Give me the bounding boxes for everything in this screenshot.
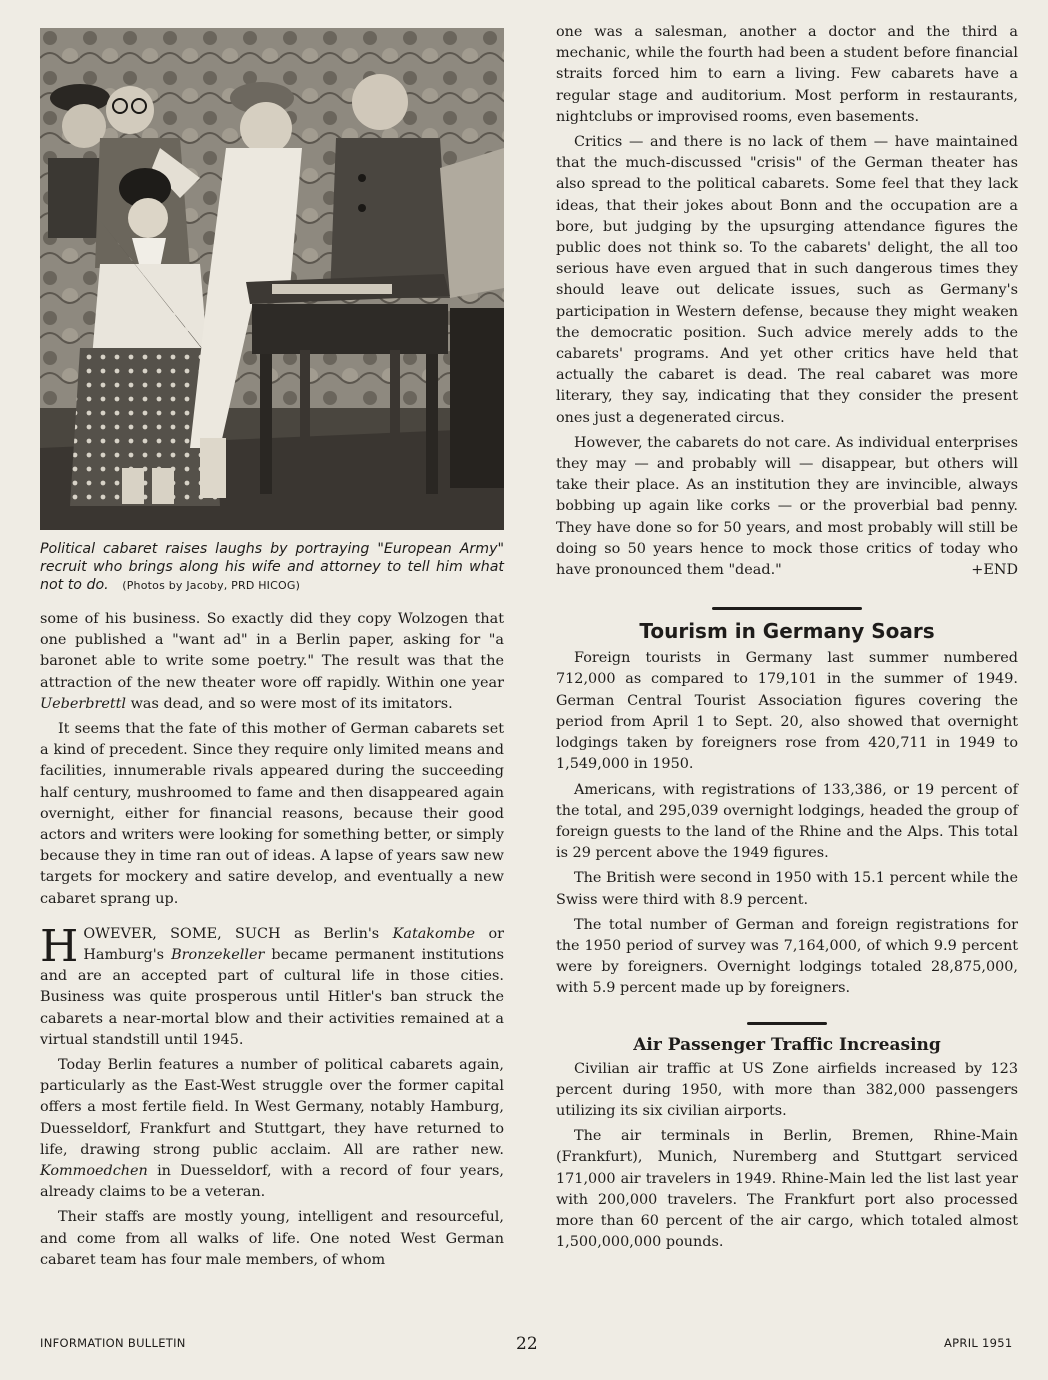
right-paragraph-1: one was a salesman, another a doctor and the third a mechanic, while the fourth had been a student before financial straits forced him to earn a living. Few cabarets have a regular stage and auditorium. Most perform in restaurants, nightclubs or improvised rooms, even basements.: [556, 24, 1018, 125]
left-paragraph-3: [40, 920, 505, 1051]
section-divider: [712, 607, 862, 610]
photo-caption: [40, 540, 504, 595]
left-p3-c: became permanent institutions and are an accepted part of cultural life in those cities. Business was quite prosperous until Hitler's ban struck the cabarets a near-mortal blow and their activities remained at a virtual standstill until 1945.: [40, 947, 505, 1048]
right-column: [556, 22, 1018, 1253]
drop-cap: H: [40, 920, 79, 972]
tourism-paragraph-3: The British were second in 1950 with 15.1 percent while the Swiss were third with 8.9 percent.: [556, 870, 1018, 908]
end-mark: +END: [971, 562, 1018, 579]
left-column: [40, 28, 504, 1271]
left-p3-a: OWEVER, SOME, SUCH as Berlin's: [83, 925, 380, 942]
left-paragraph-4: [40, 1055, 504, 1203]
left-p3-italic-1: Katakombe: [392, 925, 476, 942]
tourism-paragraph-1: Foreign tourists in Germany last summer numbered 712,000 as compared to 179,101 in the summer of 1949. German Central Tourist Association figures covering the period from April 1 to Sept. 20, also showed that overnight lodgings taken by foreigners rose from 420,711 in 1949 to 1,549,000 in 1950.: [556, 650, 1018, 773]
air-heading: Air Passenger Traffic Increasing: [633, 1034, 941, 1055]
left-paragraph-2: It seems that the fate of this mother of German cabarets set a kind of precedent. Since they require only limited means and facilities, innumerable rivals appeared during the succeeding half century, mushroomed to fame and then disappeared again overnight, either for financial reasons, because their good actors and writers were looking for something better, or simply because they in time ran out of ideas. A lapse of years saw new targets for mockery and satire develop, and eventually a new cabaret sprang up.: [40, 721, 504, 907]
air-paragraph-2: The air terminals in Berlin, Bremen, Rhine-Main (Frankfurt), Munich, Nuremberg and Stuttgart serviced 171,000 air travelers in 1949. Rhine-Main led the list last year with 200,000 travelers. The Frankfurt port also processed more than 60 percent of the air cargo, which totaled almost 1,500,000,000 pounds.: [556, 1128, 1018, 1251]
caption-text: Political cabaret raises laughs by portraying "European Army" recruit who brings along his wife and attorney to tell him what not to do.: [40, 541, 504, 593]
section-divider-2: [747, 1022, 827, 1025]
left-p4-b: in Duesseldorf, with a record of four years, already claims to be a veteran.: [40, 1163, 504, 1201]
left-p1-end: was dead, and so were most of its imitators.: [130, 695, 453, 712]
right-paragraph-2: Critics — and there is no lack of them — have maintained that the much-discussed "crisis" of the German theater has also spread to the political cabarets. Some feel that they lack ideas, that their jokes about Bonn and the occupation are a bore, but judging by the upsurging attendance figures the public does not think so. To the cabarets' delight, the all too serious have even argued that in such dangerous times they should leave out delicate issues, such as Germany's participation in Western defense, because they might weaken the democratic position. Such advice merely adds to the cabarets' programs. And yet other critics have held that actually the cabaret is dead. The real cabaret was more literary, they say, indicating that they consider the present ones just a degenerated circus.: [556, 134, 1018, 426]
left-paragraph-1: [40, 609, 504, 715]
cabaret-photo: [40, 28, 504, 530]
left-p3-b: or Hamburg's: [83, 925, 505, 964]
footer-date: APRIL 1951: [944, 1336, 1013, 1350]
tourism-paragraph-2: Americans, with registrations of 133,386, or 19 percent of the total, and 295,039 overnight lodgings, headed the group of foreign guests to the land of the Rhine and the Alps. This total is 29 percent above the 1949 figures.: [556, 781, 1018, 862]
footer-publication: INFORMATION BULLETIN: [40, 1336, 186, 1350]
left-paragraph-5: Their staffs are mostly young, intelligent and resourceful, and come from all walks of life. One noted West German cabaret team has four male members, of whom: [40, 1209, 504, 1268]
cabaret-scene-illustration: [40, 28, 504, 530]
tourism-heading: Tourism in Germany Soars: [639, 619, 935, 644]
left-p1-italic: Ueberbrettl: [40, 695, 127, 712]
air-paragraph-1: Civilian air traffic at US Zone airfields increased by 123 percent during 1950, with more than 382,000 passengers utilizing its six civilian airports.: [556, 1060, 1018, 1119]
left-p3-italic-2: Bronzekeller: [171, 947, 265, 964]
left-p1-text: some of his business. So exactly did they copy Wolzogen that one published a "want ad" in a Berlin paper, asking for "a baronet able to write some poetry." The result was that the attraction of the new theater wore off rapidly. Within one year: [40, 611, 504, 691]
right-p3-text: However, the cabarets do not care. As individual enterprises they may — and probably will — disappear, but others will take their place. As an institution they are invincible, always bobbing up again like corks — or the proverbial bad penny. They have done so for 50 years, and most probably will still be doing so 50 years hence to mock those critics of today who have pronounced them "dead.": [556, 434, 1018, 579]
tourism-paragraph-4: The total number of German and foreign registrations for the 1950 period of survey was 7,164,000, of which 9.9 percent were by foreigners. Overnight lodgings totaled 28,875,000, with 5.9 percent made up by foreigners.: [556, 916, 1018, 997]
left-p4-a: Today Berlin features a number of political cabarets again, particularly as the East-West struggle over the former capital offers a most fertile field. In West Germany, notably Hamburg, Duesseldorf, Frankfurt and Stuttgart, they have returned to life, drawing strong public acclaim. All are rather new.: [40, 1057, 504, 1158]
left-p4-italic: Kommoedchen: [40, 1163, 148, 1180]
page-number: 22: [516, 1334, 538, 1354]
right-paragraph-3: [556, 433, 1018, 581]
photo-credit: (Photos by Jacoby, PRD HICOG): [122, 579, 301, 592]
